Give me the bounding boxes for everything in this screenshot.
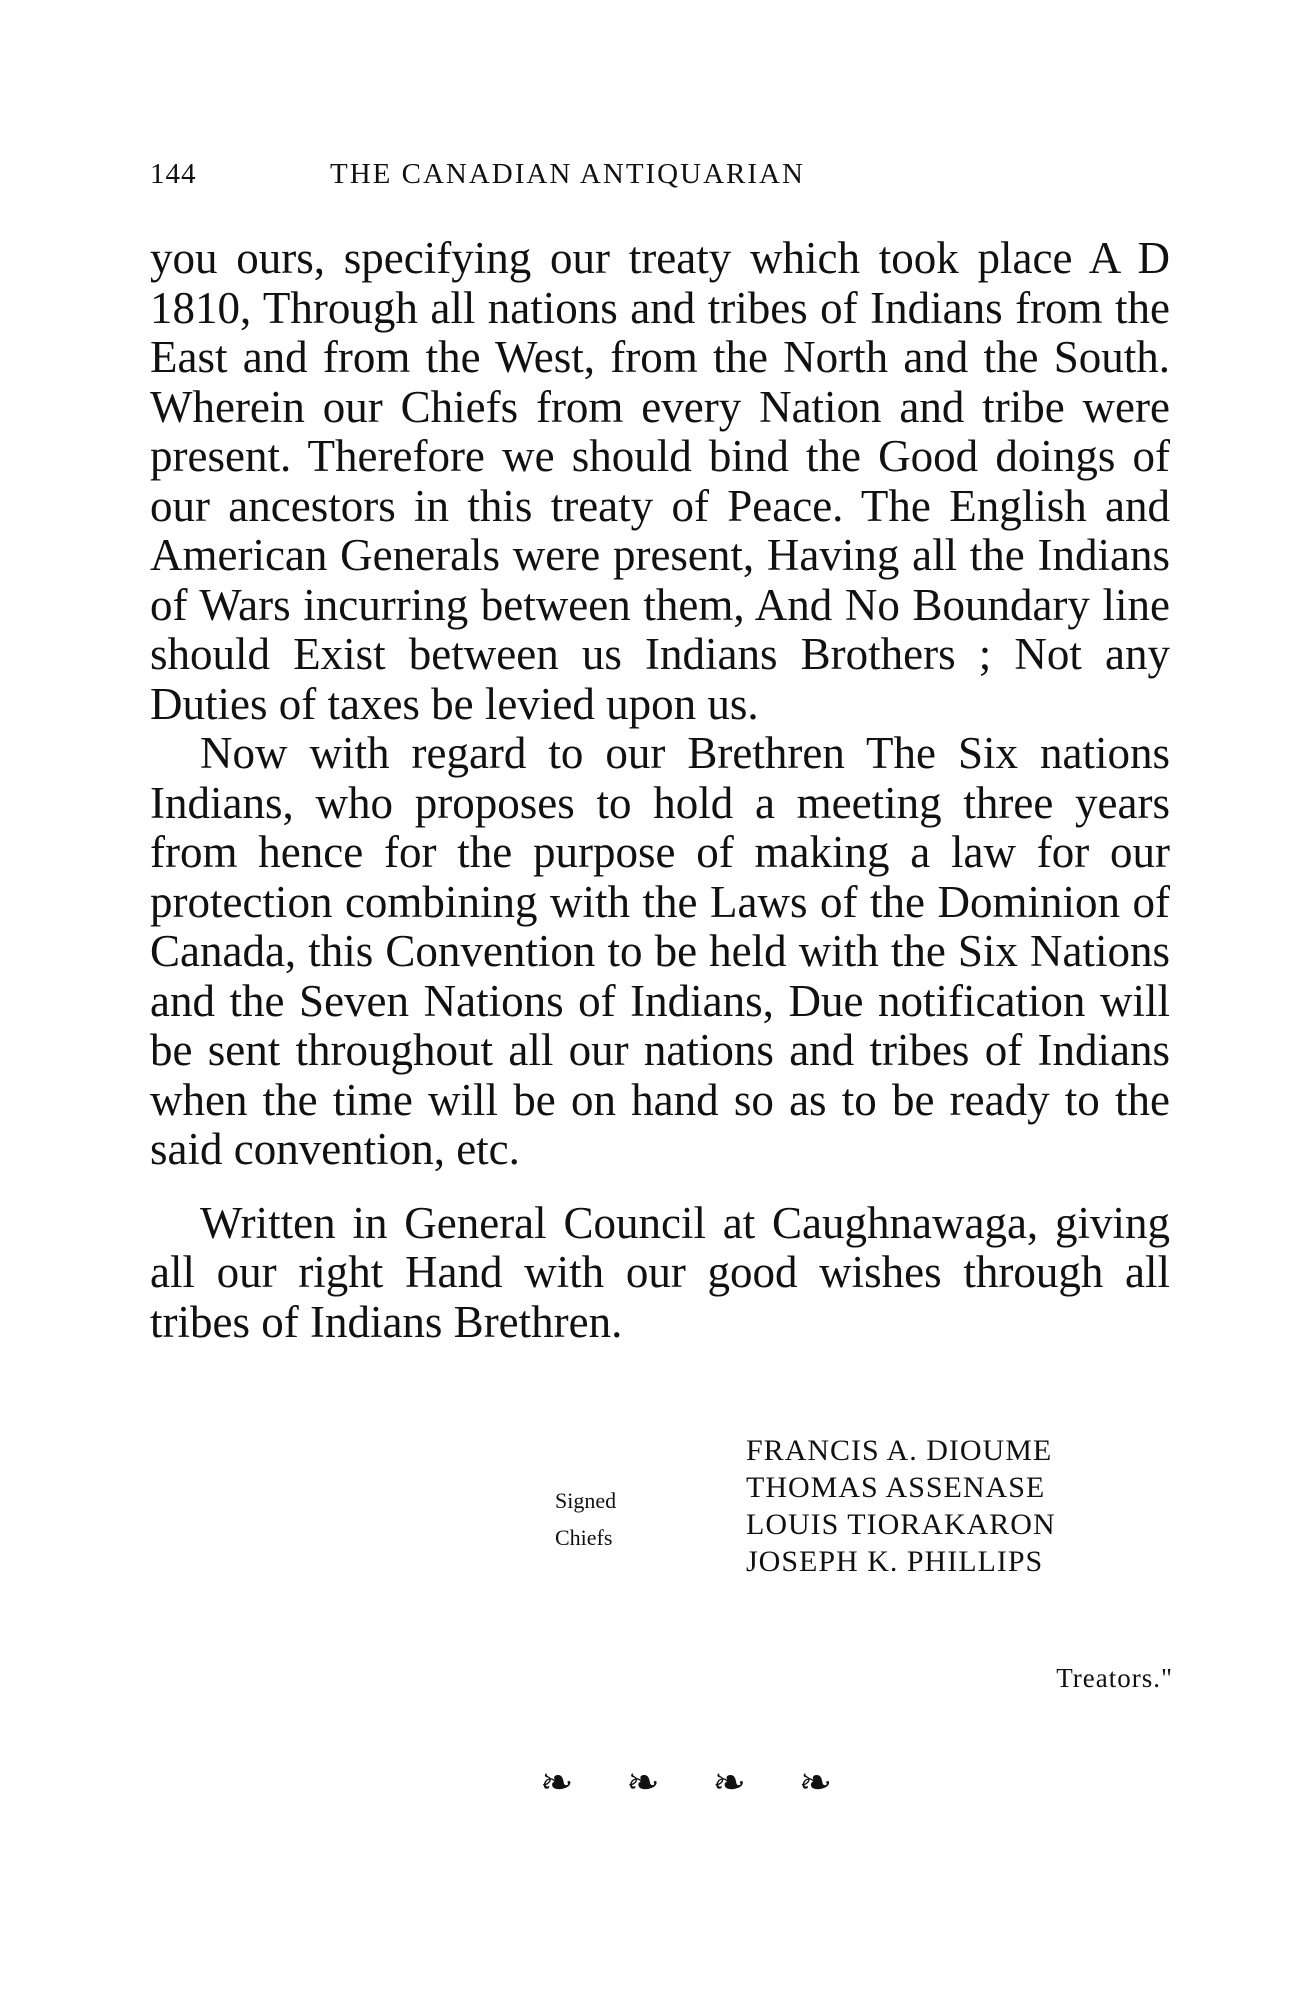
paragraph-2: Now with regard to our Brethren The Six nations Indians, who proposes to hold a meeting three years from hence for the purpose of making a law for our protection combining with the Laws of the Dominion of Canada, this Convention to be held with the Six Nations and the Seven Nations of Indians, Due notification will be sent throughout all our nations and tribes of Indians when the time will be on hand so as to be ready to the said convention, etc.	[150, 728, 1170, 1174]
running-title: THE CANADIAN ANTIQUARIAN	[330, 158, 805, 190]
chiefs-label: Chiefs	[555, 1525, 613, 1550]
body-text	[150, 234, 1170, 1347]
signatory-name: THOMAS ASSENASE	[746, 1471, 1046, 1504]
paragraph-1: you ours, specifying our treaty which took place A D 1810, Through all nations and tribes of Indians from the East and from the West, from the North and the South. Wherein our Chiefs from every Nation and tribe were present. Therefore we should bind the Good doings of our ancestors in this treaty of Peace. The English and American Generals were present, Having all the Indians of Wars incurring between them, And No Boundary line should Exist between us Indians Brothers ; Not any Duties of taxes be levied upon us.	[150, 233, 1170, 729]
page-number: 144	[150, 158, 197, 190]
signature-block	[0, 1432, 1303, 1632]
signed-label: Signed	[555, 1488, 617, 1513]
treators-closing: Treators."	[1056, 1663, 1173, 1693]
signatory-name: FRANCIS A. DIOUME	[746, 1434, 1053, 1467]
fleuron-ornament: ❧ ❧ ❧ ❧	[540, 1760, 853, 1806]
signatory-name: JOSEPH K. PHILLIPS	[746, 1545, 1044, 1578]
running-head	[150, 158, 1150, 198]
signatory-names	[746, 1432, 1056, 1580]
signatory-name: LOUIS TIORAKARON	[746, 1508, 1056, 1541]
paragraph-3: Written in General Council at Caughnawaga, giving all our right Hand with our good wishes through all tribes of Indians Brethren.	[150, 1197, 1170, 1347]
